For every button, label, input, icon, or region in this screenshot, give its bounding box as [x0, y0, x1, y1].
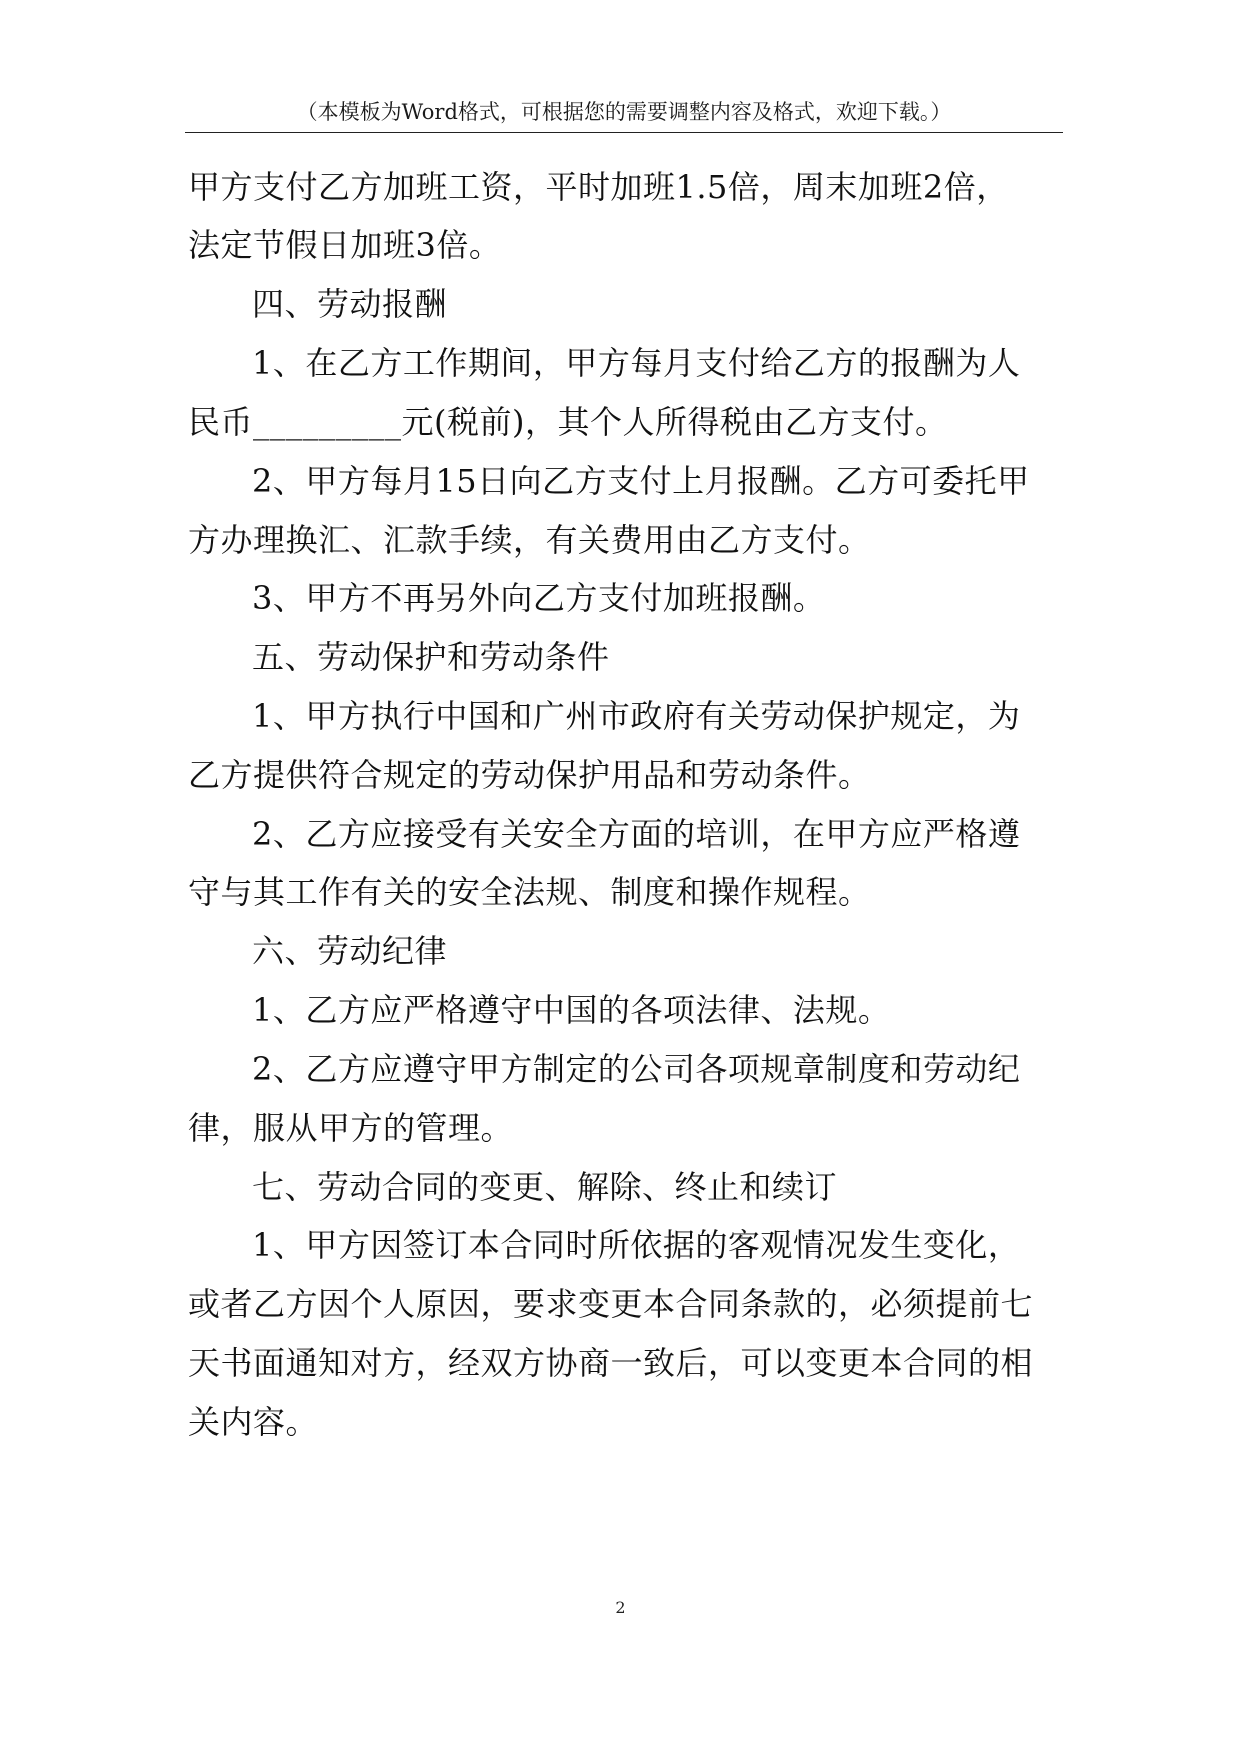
- text-line: 2、乙方应遵守甲方制定的公司各项规章制度和劳动纪: [252, 1050, 1021, 1088]
- page-number: 2: [615, 1598, 626, 1617]
- text-line: 法定节假日加班3倍。: [188, 226, 502, 264]
- template-note: （本模板为Word格式，可根据您的需要调整内容及格式，欢迎下载。）: [296, 100, 952, 124]
- text-line: 1、乙方应严格遵守中国的各项法律、法规。: [252, 991, 891, 1029]
- text-line: 民币_________元(税前)，其个人所得税由乙方支付。: [188, 403, 948, 441]
- section-heading: 五、劳动保护和劳动条件: [252, 638, 610, 676]
- section-heading: 七、劳动合同的变更、解除、终止和续订: [252, 1168, 838, 1206]
- text-line: 2、甲方每月15日向乙方支付上月报酬。乙方可委托甲: [252, 462, 1030, 500]
- text-line: 律，服从甲方的管理。: [188, 1109, 514, 1147]
- text-line: 天书面通知对方，经双方协商一致后，可以变更本合同的相: [188, 1344, 1034, 1382]
- text-line: 守与其工作有关的安全法规、制度和操作规程。: [188, 873, 871, 911]
- text-line: 3、甲方不再另外向乙方支付加班报酬。: [252, 579, 826, 617]
- text-line: 1、甲方执行中国和广州市政府有关劳动保护规定，为: [252, 697, 1021, 735]
- text-line: 乙方提供符合规定的劳动保护用品和劳动条件。: [188, 756, 871, 794]
- header-divider: [185, 132, 1063, 133]
- text-line: 方办理换汇、汇款手续，有关费用由乙方支付。: [188, 521, 871, 559]
- section-heading: 四、劳动报酬: [252, 285, 448, 323]
- text-line: 甲方支付乙方加班工资，平时加班1.5倍，周末加班2倍，: [188, 168, 1009, 206]
- text-line: 1、在乙方工作期间，甲方每月支付给乙方的报酬为人: [252, 344, 1021, 382]
- text-line: 或者乙方因个人原因，要求变更本合同条款的，必须提前七: [188, 1285, 1034, 1323]
- text-line: 1、甲方因签订本合同时所依据的客观情况发生变化，: [252, 1226, 1021, 1264]
- text-line: 关内容。: [188, 1403, 319, 1441]
- section-heading: 六、劳动纪律: [252, 932, 448, 970]
- text-line: 2、乙方应接受有关安全方面的培训，在甲方应严格遵: [252, 815, 1021, 853]
